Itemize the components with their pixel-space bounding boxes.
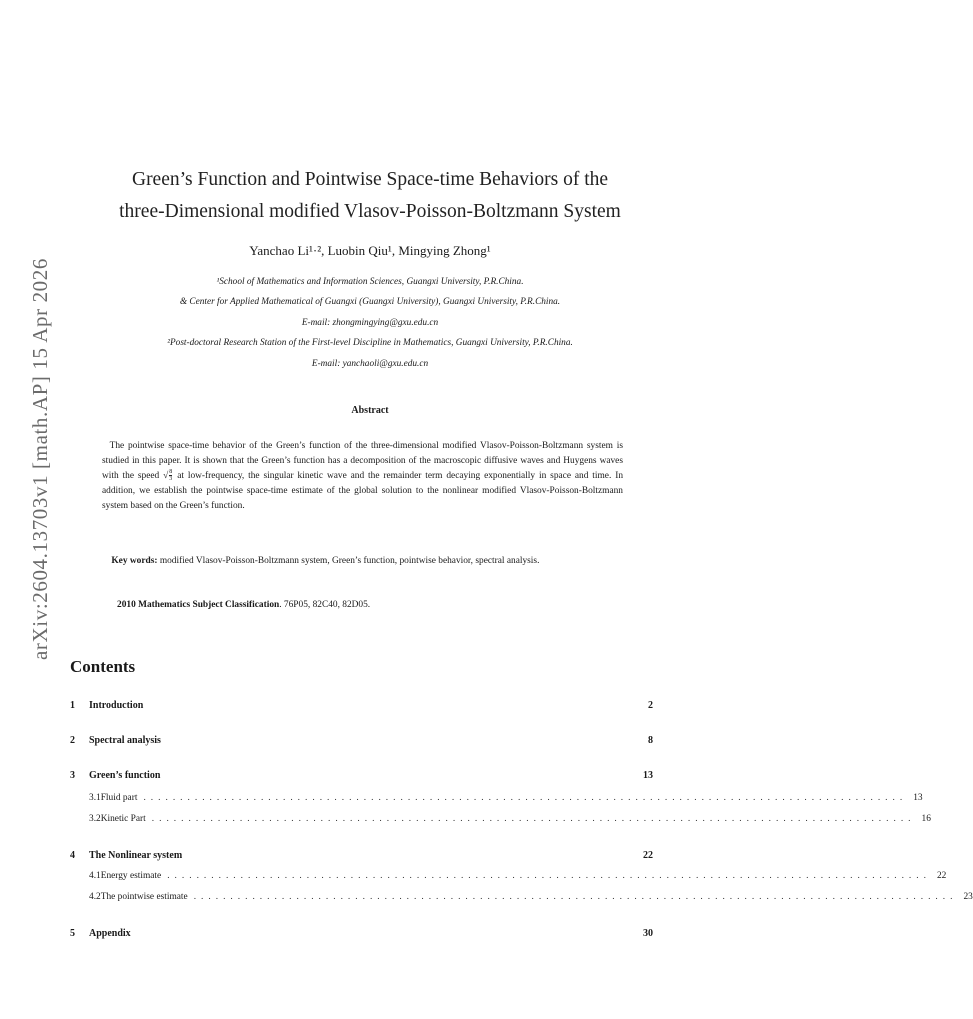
email-2: E-mail: yanchaoli@gxu.edu.cn — [311, 359, 429, 369]
toc-page: 13 — [643, 770, 653, 781]
toc-entry-spectral-analysis[interactable] — [70, 735, 653, 746]
author-list: Yanchao Li¹·², Luobin Qiu¹, Mingying Zhong¹ — [249, 243, 491, 258]
toc-entry-greens-function[interactable] — [70, 770, 653, 781]
toc-leader-dots: ........................................................................................................ — [193, 892, 958, 902]
msc-classification — [117, 600, 370, 610]
toc-title: Kinetic Part — [100, 814, 146, 824]
toc-title: The Nonlinear system — [89, 850, 183, 861]
toc-title: Introduction — [89, 700, 144, 711]
toc-entry-energy-estimate[interactable] — [89, 871, 947, 881]
paper-title-line-1: Green’s Function and Pointwise Space-time Behaviors of the — [131, 169, 609, 190]
toc-page: 2 — [648, 700, 653, 711]
toc-entry-kinetic-part[interactable] — [89, 814, 931, 824]
toc-page: 8 — [648, 735, 653, 746]
toc-leader-dots: ........................................................................................................ — [167, 871, 931, 881]
toc-title: Appendix — [89, 928, 131, 939]
toc-entry-appendix[interactable] — [70, 928, 653, 939]
sqrt-expression: √ $\frac{8}{3}$ — [163, 469, 173, 483]
toc-page: 22 — [936, 871, 947, 881]
msc-label: 2010 Mathematics Subject Classification — [117, 600, 280, 610]
toc-number: 4 — [70, 850, 75, 861]
toc-leader-dots: ........................................................................................................ — [143, 793, 908, 803]
fraction-numerator: 8 — [169, 469, 173, 476]
toc-number: 5 — [70, 928, 75, 939]
toc-number: 1 — [70, 700, 75, 711]
toc-number: 3.2 — [89, 814, 101, 824]
toc-entry-pointwise-estimate[interactable] — [89, 892, 973, 902]
toc-page: 16 — [921, 814, 931, 824]
toc-entry-fluid-part[interactable] — [89, 793, 923, 803]
keywords — [102, 554, 623, 569]
abstract-body — [102, 439, 623, 514]
contents-heading: Contents — [70, 657, 136, 676]
fraction — [169, 469, 172, 482]
toc-entry-introduction[interactable] — [70, 700, 653, 711]
msc-codes: . 76P05, 82C40, 82D05. — [279, 600, 371, 610]
toc-page: 22 — [643, 850, 653, 861]
affiliation-1: ¹School of Mathematics and Information Sciences, Guangxi University, P.R.China. — [216, 277, 524, 287]
keywords-text: modified Vlasov-Poisson-Boltzmann system, Green’s function, pointwise behavior, spectral analysis. — [159, 556, 540, 566]
toc-number: 3.1 — [89, 793, 101, 803]
toc-title: Green’s function — [89, 770, 161, 781]
keywords-label: Key words: — [111, 556, 158, 566]
email-1: E-mail: zhongmingying@gxu.edu.cn — [301, 318, 439, 328]
toc-title: The pointwise estimate — [100, 892, 188, 902]
abstract-heading: Abstract — [351, 405, 389, 416]
toc-page: 13 — [913, 793, 923, 803]
arxiv-identifier: arXiv:2604.13703v1 [math.AP] 15 Apr 2026 — [28, 258, 52, 660]
affiliation-2: ²Post-doctoral Research Station of the First-level Discipline in Mathematics, Guangxi University, P.R.China. — [167, 338, 573, 348]
toc-title: Energy estimate — [100, 871, 162, 881]
fraction-denominator: 3 — [169, 476, 173, 483]
affiliation-1-cont: & Center for Applied Mathematical of Guangxi (Guangxi University), Guangxi University, P.R.China. — [179, 297, 561, 307]
toc-number: 2 — [70, 735, 75, 746]
abstract-text-part-2: at low-frequency, the singular kinetic wave and the remainder term decaying exponentially in space and time. In addition, we establish the pointwise space-time estimate of the global solution to the nonlinear modified Vlasov-Poisson-Boltzmann system based on the Green’s function. — [102, 471, 624, 511]
toc-leader-dots: ........................................................................................................ — [151, 814, 916, 824]
paper-title-line-2: three-Dimensional modified Vlasov-Poisson-Boltzmann System — [119, 201, 621, 222]
toc-entry-nonlinear-system[interactable] — [70, 850, 653, 861]
toc-title: Spectral analysis — [89, 735, 161, 746]
toc-number: 4.1 — [89, 871, 101, 881]
toc-number: 3 — [70, 770, 75, 781]
toc-page: 30 — [643, 928, 653, 939]
abstract-text-part-1: The pointwise space-time behavior of the Green’s function of the three-dimensional modified Vlasov-Poisson-Boltzmann system is studied in this paper. It is shown that the Green’s function has a decomposition of the macroscopic diffusive waves and Huygens waves with the speed — [102, 441, 623, 481]
toc-title: Fluid part — [100, 793, 138, 803]
toc-page: 23 — [963, 892, 973, 902]
toc-number: 4.2 — [89, 892, 101, 902]
